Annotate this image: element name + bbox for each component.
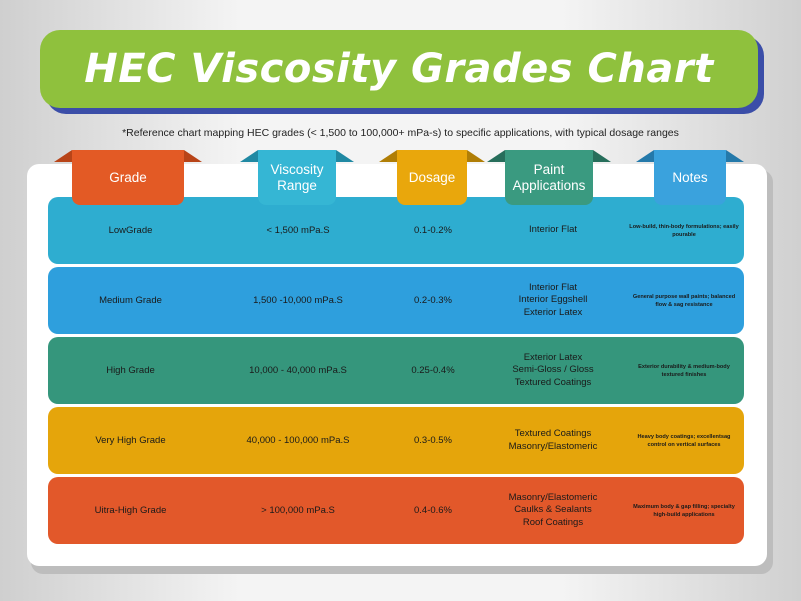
applications-cell (478, 407, 628, 474)
viscosity-cell: 1,500 -10,000 mPa.S (253, 295, 343, 306)
header-dosage (397, 150, 467, 205)
header-dosage-text: Dosage (408, 169, 456, 185)
page-title: HEC Viscosity Grades Chart (84, 46, 714, 92)
notes-cell: Heavy body coatings; excellentsag control on vertical surfaces (637, 433, 731, 448)
application-item: Roof Coatings (522, 516, 584, 528)
application-item: Exterior Latex (523, 351, 583, 363)
header-ear (487, 150, 505, 162)
table-row (48, 407, 744, 474)
applications-cell (478, 267, 628, 334)
table-row (48, 477, 744, 544)
application-item: Masonry/Elastomeric (508, 440, 598, 452)
header-grade-text: Grade (109, 169, 147, 185)
grade-cell: Uitra-High Grade (94, 505, 167, 516)
table-row (48, 197, 744, 264)
header-ear (726, 150, 744, 162)
header-notes (654, 150, 726, 205)
header-viscosity-text-2: Range (277, 177, 317, 193)
viscosity-cell: < 1,500 mPa.S (266, 225, 330, 236)
application-item: Caulks & Sealants (514, 504, 592, 516)
application-item: Interior Flat (528, 224, 578, 236)
applications-cell (478, 477, 628, 544)
dosage-cell: 0.1-0.2% (413, 225, 453, 236)
header-ear (184, 150, 202, 162)
header-ear (54, 150, 72, 162)
notes-cell: Low-build, thin-body formulations; easily pourable (629, 223, 739, 238)
header-ear (240, 150, 258, 162)
application-item: Textured Coatings (514, 376, 592, 388)
notes-cell: General purpose wall paints; balanced flow & sag resistance (632, 293, 736, 308)
subtitle: *Reference chart mapping HEC grades (< 1,500 to 100,000+ mPa-s) to specific applications, with typical dosage ranges (122, 127, 679, 139)
grade-cell: Very High Grade (95, 435, 166, 446)
dosage-cell: 0.4-0.6% (413, 505, 453, 516)
header-ear (636, 150, 654, 162)
table-row (48, 337, 744, 404)
applications-cell (478, 337, 628, 404)
header-viscosity-label (258, 150, 336, 205)
header-notes-label (654, 150, 726, 205)
header-ear (593, 150, 611, 162)
application-item: Masonry/Elastomeric (508, 491, 598, 503)
title-banner (40, 30, 758, 108)
dosage-cell: 0.2-0.3% (413, 295, 453, 306)
application-item: Interior Eggshell (518, 294, 588, 306)
header-dosage-label (397, 150, 467, 205)
header-applications (505, 150, 593, 205)
application-item: Interior Flat (528, 281, 578, 293)
dosage-cell: 0.25-0.4% (411, 365, 455, 376)
grade-cell: LowGrade (108, 225, 153, 236)
viscosity-cell: 10,000 - 40,000 mPa.S (249, 365, 347, 376)
application-item: Exterior Latex (523, 306, 583, 318)
application-item: Semi-Gloss / Gloss (512, 364, 594, 376)
notes-cell: Maximum body & gap filling; specialty high-build applications (633, 503, 735, 518)
viscosity-cell: > 100,000 mPa.S (261, 505, 335, 516)
viscosity-cell: 40,000 - 100,000 mPa.S (246, 435, 350, 446)
header-ear (336, 150, 354, 162)
header-applications-text-1: Paint (533, 161, 565, 177)
header-notes-text: Notes (672, 169, 708, 185)
application-item: Textured Coatings (514, 428, 592, 439)
header-viscosity-text-1: Viscosity (270, 161, 324, 177)
dosage-cell: 0.3-0.5% (413, 435, 453, 446)
header-grade (72, 150, 184, 205)
grade-cell: Medium Grade (99, 295, 162, 306)
header-grade-label (72, 150, 184, 205)
header-ear (379, 150, 397, 162)
notes-cell: Exterior durability & medium-body textured finishes (638, 363, 730, 378)
header-viscosity (258, 150, 336, 205)
table-row (48, 267, 744, 334)
header-applications-text-2: Applications (512, 177, 586, 193)
header-applications-label (505, 150, 593, 205)
grade-cell: High Grade (106, 365, 155, 376)
header-ear (467, 150, 485, 162)
applications-cell (478, 197, 628, 264)
